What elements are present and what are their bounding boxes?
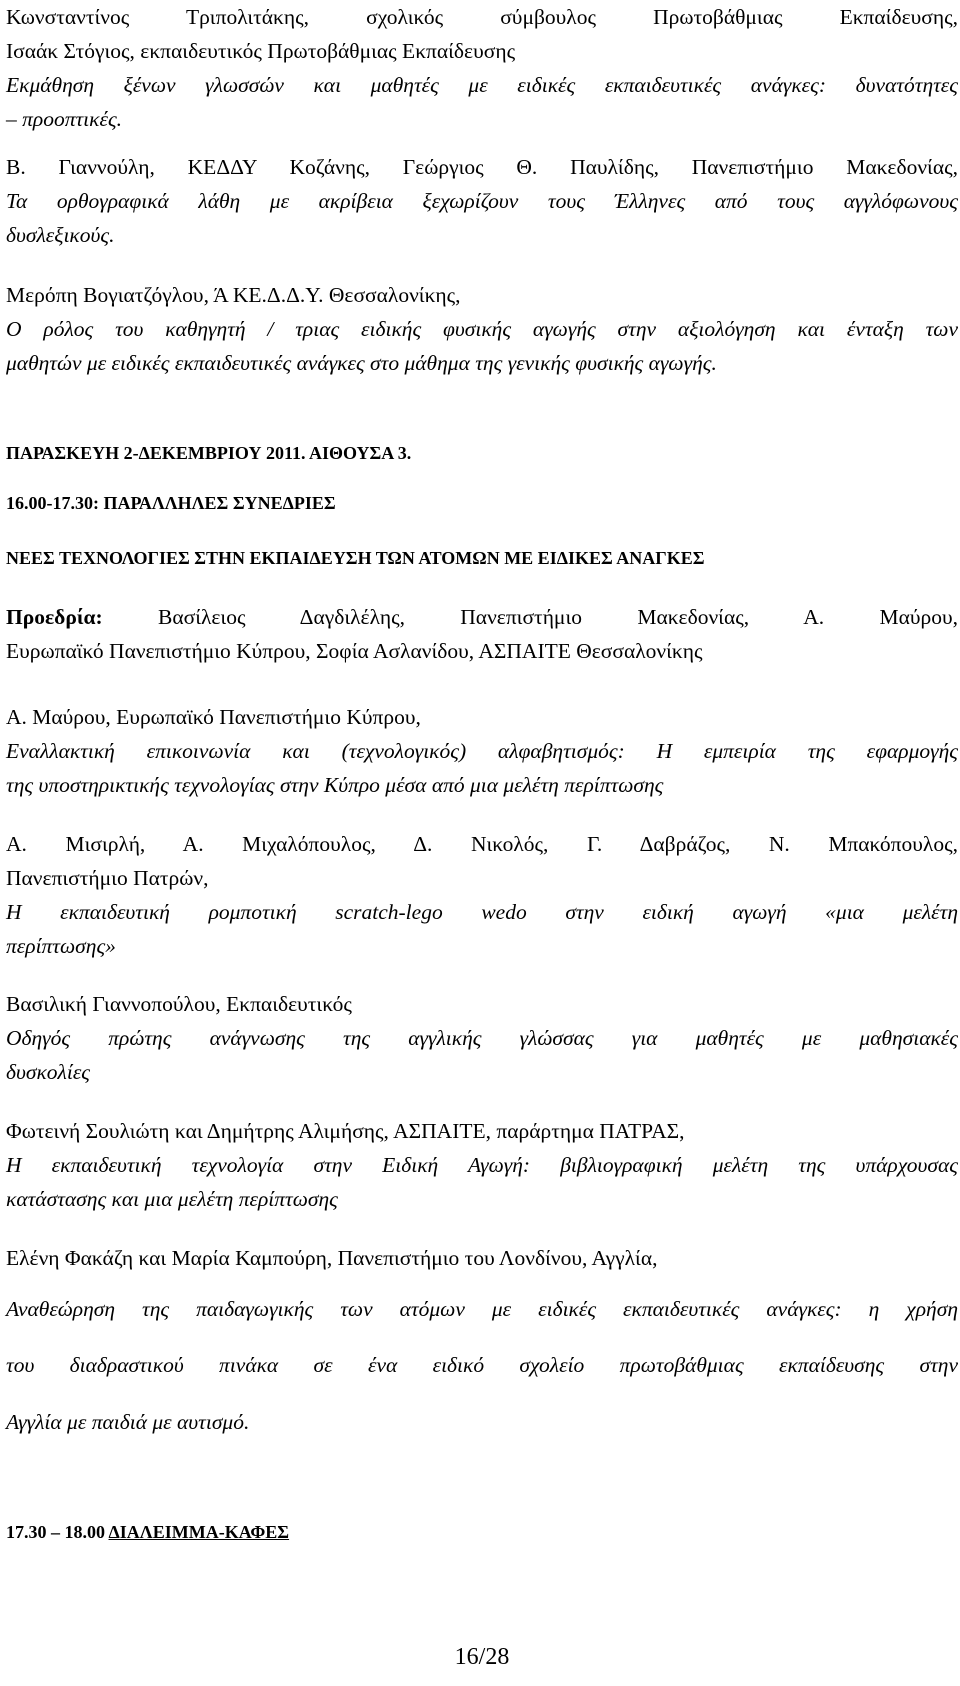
paper6-title-line1: Οδηγός πρώτης ανάγνωσης της αγγλικής γλώσσας για μαθητές με μαθησιακές bbox=[6, 1026, 958, 1050]
paper4-title-line1: Εναλλακτική επικοινωνία και (τεχνολογικός) αλφαβητισμός: Η εμπειρία της εφαρμογής bbox=[6, 739, 958, 763]
paper2-authors: Β. Γιαννούλη, ΚΕΔΔΥ Κοζάνης, Γεώργιος Θ. Παυλίδης, Πανεπιστήμιο Μακεδονίας, bbox=[6, 155, 958, 179]
paper3-title-line2: μαθητών με ειδικές εκπαιδευτικές ανάγκες στο μάθημα της γενικής φυσικής αγωγής. bbox=[6, 351, 717, 375]
paper6-title-line2: δυσκολίες bbox=[6, 1060, 91, 1084]
chair-line1 bbox=[6, 600, 958, 634]
paper1-authors-line1: Κωνσταντίνος Τριπολιτάκης, σχολικός σύμβουλος Πρωτοβάθμιας Εκπαίδευσης, bbox=[6, 5, 958, 29]
paper4-authors: Α. Μαύρου, Ευρωπαϊκό Πανεπιστήμιο Κύπρου, bbox=[6, 705, 421, 729]
paper2-title-line2: δυσλεξικούς. bbox=[6, 223, 115, 247]
page-number: 16/28 bbox=[454, 1644, 510, 1670]
paper3-title-line1: Ο ρόλος του καθηγητή / τριας ειδικής φυσικής αγωγής στην αξιολόγηση και ένταξη των bbox=[6, 317, 958, 341]
paper8-title-line3: Αγγλία με παιδιά με αυτισμό. bbox=[6, 1410, 250, 1434]
chair-line2: Ευρωπαϊκό Πανεπιστήμιο Κύπρου, Σοφία Ασλανίδου, ΑΣΠΑΙΤΕ Θεσσαλονίκης bbox=[6, 639, 703, 663]
break-time: 17.30 – 18.00 bbox=[6, 1522, 109, 1542]
paper8-title-line1: Αναθεώρηση της παιδαγωγικής των ατόμων με ειδικές εκπαιδευτικές ανάγκες: η χρήση bbox=[6, 1297, 958, 1321]
paper8-authors: Ελένη Φακάζη και Μαρία Καμπούρη, Πανεπιστήμιο του Λονδίνου, Αγγλία, bbox=[6, 1246, 658, 1270]
chair-names-line1: Βασίλειος Δαγδιλέλης, Πανεπιστήμιο Μακεδονίας, Α. Μαύρου, bbox=[158, 605, 959, 629]
coffee-break bbox=[6, 1515, 958, 1549]
paper4-title-line2: της υποστηρικτικής τεχνολογίας στην Κύπρο μέσα από μια μελέτη περίπτωσης bbox=[6, 773, 664, 797]
paper5-title-line1: Η εκπαιδευτική ρομποτική scratch-lego wedo στην ειδική αγωγή «μια μελέτη bbox=[6, 900, 958, 924]
paper3-authors: Μερόπη Βογιατζόγλου, Ά ΚΕ.Δ.Δ.Υ. Θεσσαλονίκης, bbox=[6, 283, 461, 307]
paper1-title-line2: – προοπτικές. bbox=[6, 107, 123, 131]
paper5-authors: Α. Μισιρλή, Α. Μιχαλόπουλος, Δ. Νικολός, Γ. Δαβράζος, Ν. Μπακόπουλος, bbox=[6, 832, 958, 856]
paper7-authors: Φωτεινή Σουλιώτη και Δημήτρης Αλιμήσης, ΑΣΠΑΙΤΕ, παράρτημα ΠΑΤΡΑΣ, bbox=[6, 1119, 685, 1143]
paper5-affiliation: Πανεπιστήμιο Πατρών, bbox=[6, 866, 209, 890]
paper1-authors-line2: Ισαάκ Στόγιος, εκπαιδευτικός Πρωτοβάθμιας Εκπαίδευσης bbox=[6, 39, 516, 63]
paper2-title-line1: Τα ορθογραφικά λάθη με ακρίβεια ξεχωρίζουν τους Έλληνες από τους αγγλόφωνους bbox=[6, 189, 958, 213]
paper7-title-line2: κατάστασης και μια μελέτη περίπτωσης bbox=[6, 1187, 338, 1211]
paper7-title-line1: Η εκπαιδευτική τεχνολογία στην Ειδική Αγωγή: βιβλιογραφική μελέτη της υπάρχουσας bbox=[6, 1153, 958, 1177]
session-title: ΝΕΕΣ ΤΕΧΝΟΛΟΓΙΕΣ ΣΤΗΝ ΕΚΠΑΙΔΕΥΣΗ ΤΩΝ ΑΤΟΜΩΝ ΜΕ ΕΙΔΙΚΕΣ ΑΝΑΓΚΕΣ bbox=[6, 548, 705, 568]
chair-label: Προεδρία: bbox=[6, 605, 103, 629]
paper8-title-line2: του διαδραστικού πινάκα σε ένα ειδικό σχολείο πρωτοβάθμιας εκπαίδευσης στην bbox=[6, 1353, 958, 1377]
paper6-authors: Βασιλική Γιαννοπούλου, Εκπαιδευτικός bbox=[6, 992, 352, 1016]
break-label: ΔΙΑΛΕΙΜΜΑ-ΚΑΦΕΣ bbox=[108, 1522, 290, 1542]
paper1-title-line1: Εκμάθηση ξένων γλωσσών και μαθητές με ειδικές εκπαιδευτικές ανάγκες: δυνατότητες bbox=[6, 73, 958, 97]
paper5-title-line2: περίπτωσης» bbox=[6, 934, 116, 958]
day-heading: ΠΑΡΑΣΚΕΥΗ 2-ΔΕΚΕΜΒΡΙΟΥ 2011. ΑΙΘΟΥΣΑ 3. bbox=[6, 443, 412, 463]
session-time: 16.00-17.30: ΠΑΡΑΛΛΗΛΕΣ ΣΥΝΕΔΡΙΕΣ bbox=[6, 493, 336, 513]
